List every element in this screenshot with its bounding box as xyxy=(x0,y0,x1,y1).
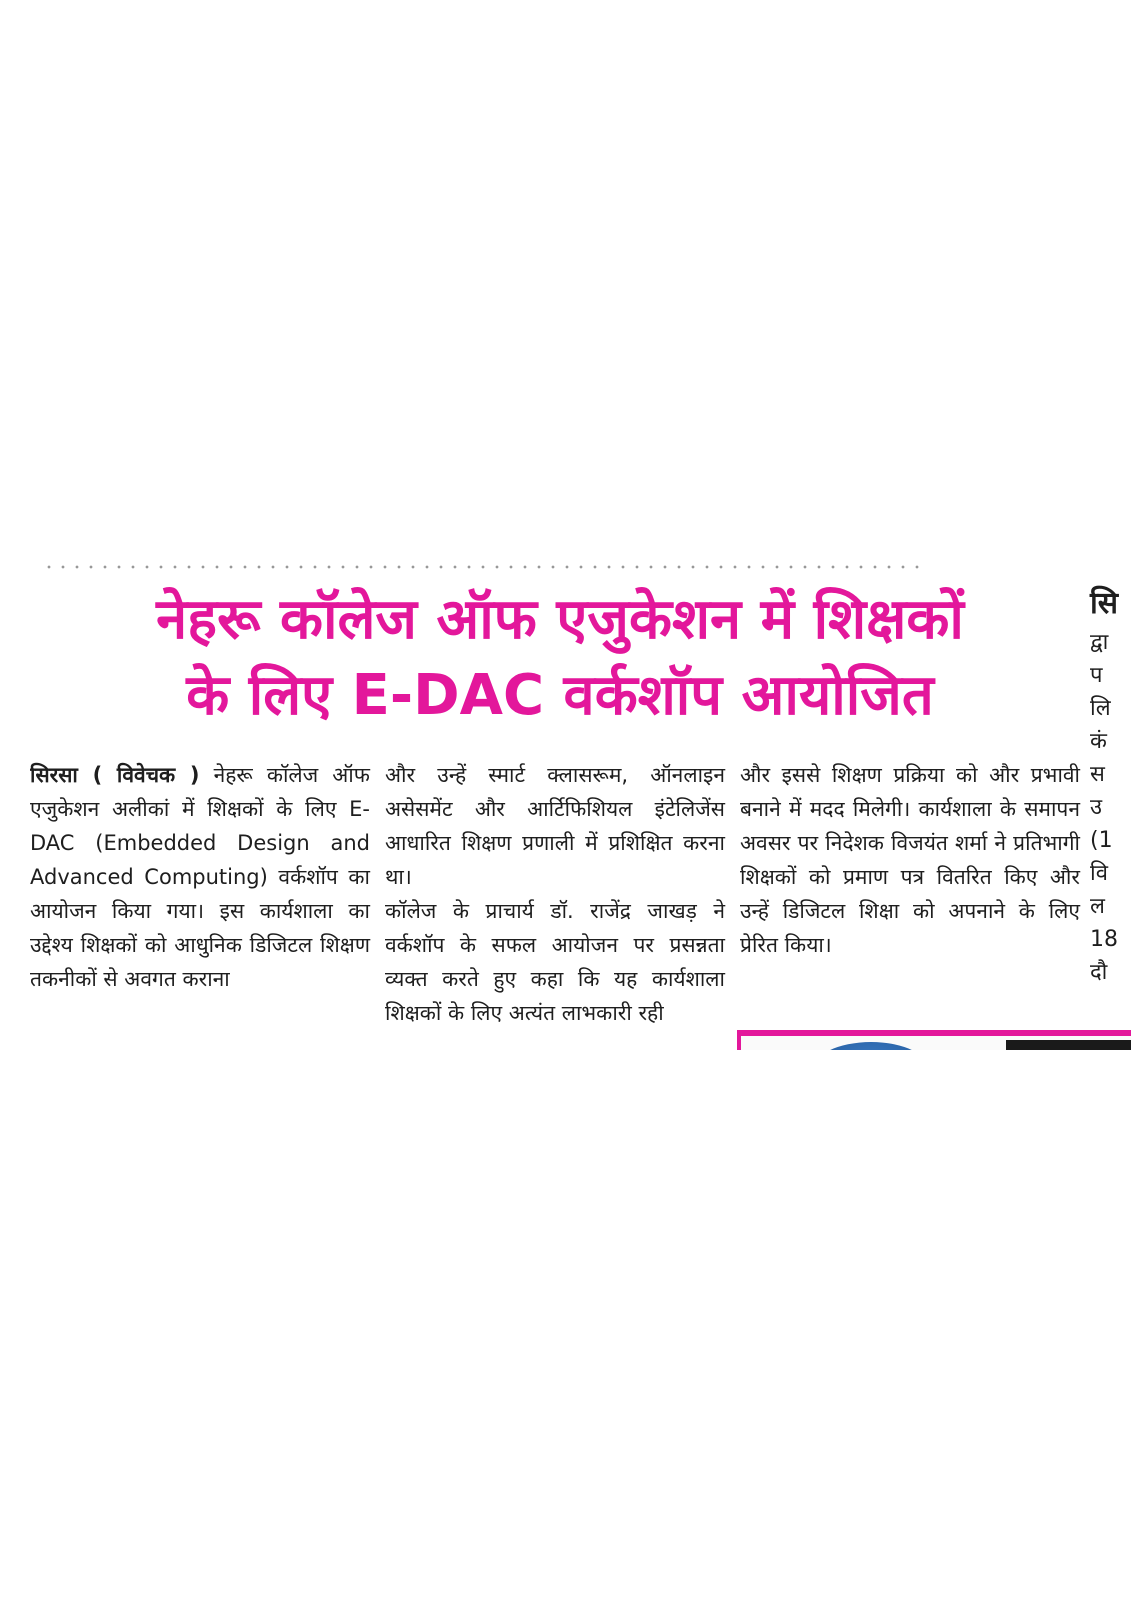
dateline: सिरसा ( विवेचक ) xyxy=(30,763,200,787)
adjacent-headline-fragment: सि xyxy=(1090,586,1119,621)
photo-frame xyxy=(737,1030,1131,1050)
newspaper-clipping xyxy=(30,560,1131,1050)
headline-line-1: नेहरू कॉलेज ऑफ एजुकेशन में शिक्षकों xyxy=(156,587,964,652)
column-2-paragraph-2: कॉलेज के प्राचार्य डॉ. राजेंद्र जाखड़ ने वर्कशॉप के सफल आयोजन पर प्रसन्नता व्यक्त करते हुए कहा कि यह कार्यशाला शिक्षकों के लिए अत्यंत लाभकारी रही xyxy=(385,899,725,1025)
adjacent-line: वि xyxy=(1090,861,1108,886)
adjacent-line: दौ xyxy=(1090,960,1108,985)
adjacent-line: द्वा xyxy=(1090,630,1109,655)
previous-article-remnant xyxy=(42,562,922,572)
headline-line-2: के लिए E-DAC वर्कशॉप आयोजित xyxy=(186,663,934,728)
article-column-2 xyxy=(385,758,725,1030)
adjacent-article-fragment xyxy=(1090,582,1131,989)
column-1-paragraph xyxy=(30,758,370,996)
article-column-1 xyxy=(30,758,370,996)
adjacent-line: कं xyxy=(1090,729,1107,754)
adjacent-line: उ xyxy=(1090,795,1103,820)
article-column-3 xyxy=(740,758,1080,962)
column-2-paragraph-1: और उन्हें स्मार्ट क्लासरूम, ऑनलाइन असेसमेंट और आर्टिफिशियल इंटेलिजेंस आधारित शिक्षण प्रणाली में प्रशिक्षित करना था। xyxy=(385,763,725,889)
globe-photo xyxy=(811,1042,931,1050)
adjacent-line: स xyxy=(1090,762,1105,787)
adjacent-line: प xyxy=(1090,663,1103,688)
column-3-paragraph: और इससे शिक्षण प्रक्रिया को और प्रभावी बनाने में मदद मिलेगी। कार्यशाला के समापन अवसर पर निदेशक विजयंत शर्मा ने प्रतिभागी शिक्षकों को प्रमाण पत्र वितरित किए और उन्हें डिजिटल शिक्षा को अपनाने के लिए प्रेरित किया। xyxy=(740,763,1080,957)
adjacent-line: लि xyxy=(1090,696,1111,721)
photo-dark-area xyxy=(1006,1040,1131,1050)
adjacent-line: ल xyxy=(1090,894,1105,919)
adjacent-line: 18 xyxy=(1090,927,1118,952)
column-1-text: नेहरू कॉलेज ऑफ एजुकेशन अलीकां में शिक्षकों के लिए E-DAC (Embedded Design and Advanced Computing) वर्कशॉप का आयोजन किया गया। इस कार्यशाला का उद्देश्य शिक्षकों को आधुनिक डिजिटल शिक्षण तकनीकों से अवगत कराना xyxy=(30,763,370,991)
adjacent-line: (1 xyxy=(1090,828,1113,853)
headline xyxy=(50,582,1070,734)
